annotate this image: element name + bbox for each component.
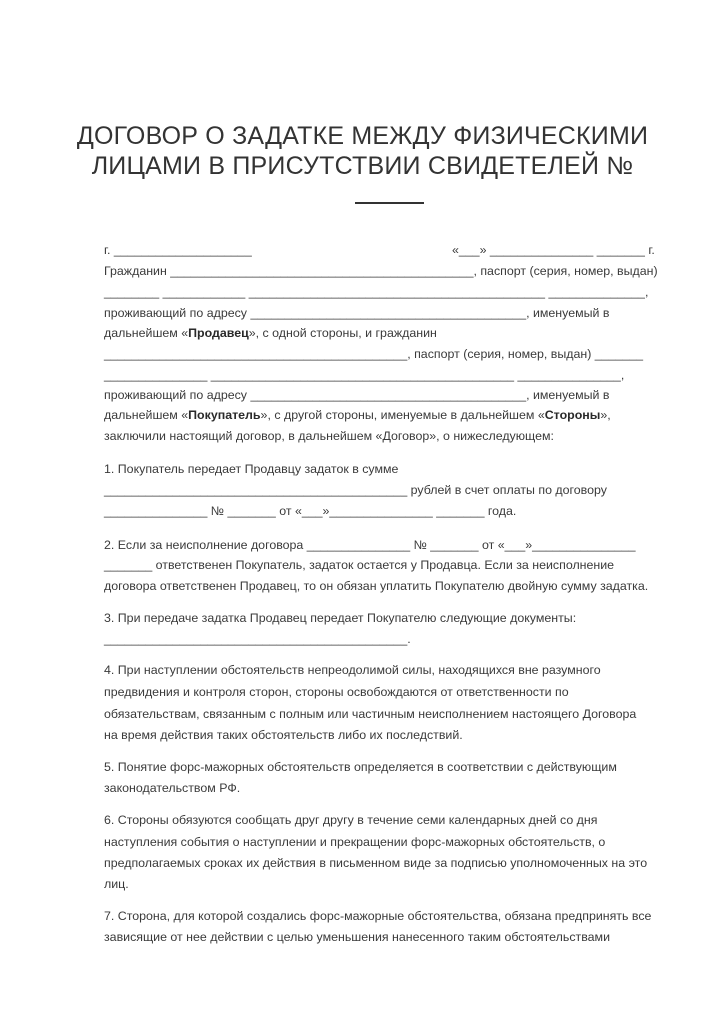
intro-line-8-post: », (600, 408, 611, 422)
intro-line-5: ____________________________________________, паспорт (серия, номер, выдан) _______ (104, 347, 644, 361)
clause-2-line-2: _______ ответственен Покупатель, задаток остается у Продавца. Если за неисполнение (104, 558, 615, 572)
clause-1-line-3: _______________ № _______ от «___»_______________ _______ года. (104, 504, 517, 518)
clause-4-line-4: на время действия таких обстоятельств либо их последствий. (104, 728, 463, 742)
parties-term: Стороны (544, 408, 601, 422)
clause-2-line-1: 2. Если за неисполнение договора _______________ № _______ от «___»_______________ (104, 538, 636, 552)
clause-4-line-1: 4. При наступлении обстоятельств непреодолимой силы, находящихся вне разумного (104, 663, 601, 677)
clause-3-line-2: ____________________________________________. (104, 632, 411, 646)
date-field: «___» _______________ _______ г. (452, 243, 655, 257)
clause-7-line-1: 7. Сторона, для которой создались форс-мажорные обстоятельства, обязана предпринять все (104, 909, 652, 923)
clause-2-line-3: договора ответственен Продавец, то он обязан уплатить Покупателю двойную сумму задатка. (104, 579, 649, 593)
intro-line-4-post: », с одной стороны, и гражданин (248, 326, 437, 340)
clause-4-line-3: обязательствам, связанным с полным или частичным неисполнением настоящего Договора (104, 707, 637, 721)
intro-line-4 (104, 325, 437, 341)
clause-4-line-2: предвидения и контроля сторон, стороны освобождаются от ответственности по (104, 685, 569, 699)
clause-6-line-4: лиц. (104, 877, 129, 891)
clause-6-line-1: 6. Стороны обязуются сообщать друг другу в течение семи календарных дней со дня (104, 813, 598, 827)
clause-1-line-1: 1. Покупатель передает Продавцу задаток в сумме (104, 462, 399, 476)
document-title-line-2: ЛИЦАМИ В ПРИСУТСТВИИ СВИДЕТЕЛЕЙ № (91, 152, 634, 180)
intro-line-7: проживающий по адресу ________________________________________, именуемый в (104, 388, 610, 402)
intro-line-9: заключили настоящий договор, в дальнейшем «Договор», о нижеследующем: (104, 429, 554, 443)
clause-7-line-2: зависящие от нее действии с целью уменьшения нанесенного таким обстоятельствами (104, 930, 610, 944)
clause-1-line-2: ____________________________________________ рублей в счет оплаты по договору (104, 483, 607, 497)
clause-6-line-3: предполагаемых сроках их действия в письменном виде за подписью уполномоченных на это (104, 856, 648, 870)
intro-line-2: ________ ____________ ___________________________________________ ______________, (104, 285, 649, 299)
clause-6-line-2: наступления события о наступлении и прекращении форс-мажорных обстоятельств, о (104, 835, 606, 849)
clause-5-line-2: законодательством РФ. (104, 781, 241, 795)
intro-line-3: проживающий по адресу ________________________________________, именуемый в (104, 306, 610, 320)
clause-5-line-1: 5. Понятие форс-мажорных обстоятельств определяется в соответствии с действующим (104, 760, 617, 774)
intro-line-8-pre: дальнейшем « (104, 408, 189, 422)
seller-term: Продавец (188, 326, 249, 340)
buyer-term: Покупатель (188, 408, 261, 422)
intro-line-1: Гражданин ____________________________________________, паспорт (серия, номер, выдан) (104, 264, 658, 278)
intro-line-8 (104, 407, 611, 423)
clause-3-line-1: 3. При передаче задатка Продавец передает Покупателю следующие документы: (104, 611, 577, 625)
intro-line-8-mid: », с другой стороны, именуемые в дальнейшем « (260, 408, 545, 422)
document-title-line-1: ДОГОВОР О ЗАДАТКЕ МЕЖДУ ФИЗИЧЕСКИМИ (76, 122, 649, 150)
city-field: г. ____________________ (104, 243, 252, 257)
contract-number-blank (355, 202, 424, 204)
intro-line-4-pre: дальнейшем « (104, 326, 189, 340)
intro-line-6: _______________ ____________________________________________ _______________, (104, 368, 625, 382)
